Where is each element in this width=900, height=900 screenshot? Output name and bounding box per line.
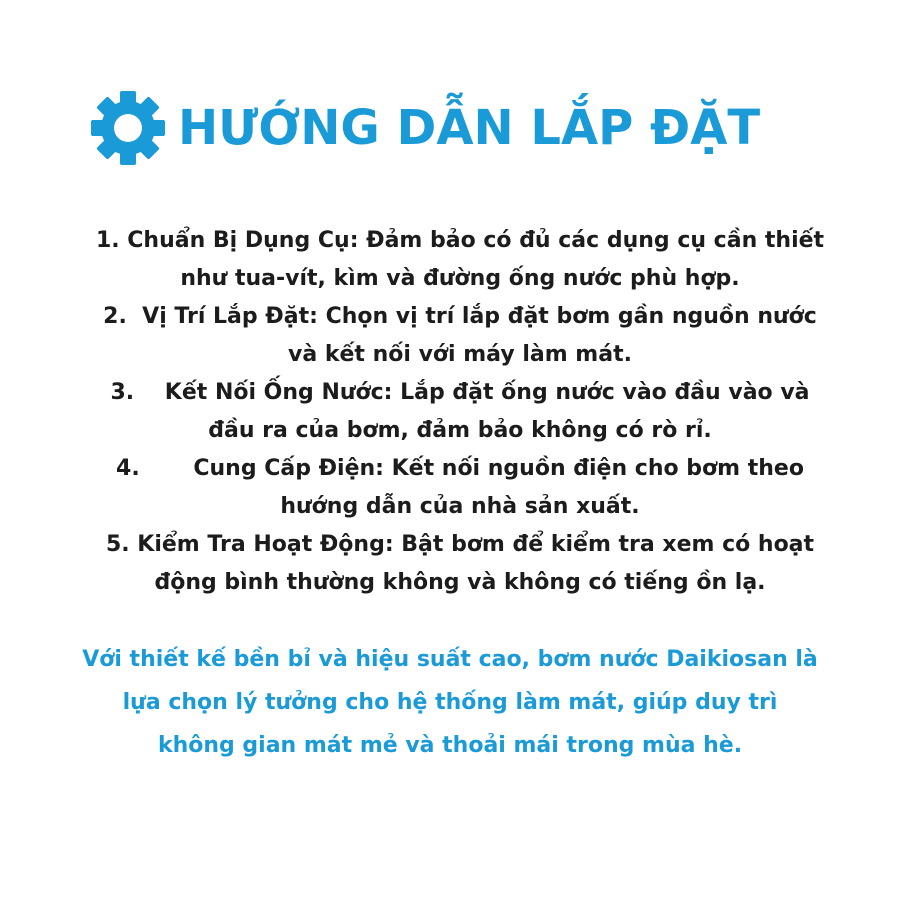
step-text: Kết Nối Ống Nước: Lắp đặt ống nước vào đầu vào và	[164, 380, 810, 405]
step-number: 2.	[103, 304, 127, 329]
step-text-continued: hướng dẫn của nhà sản xuất.	[280, 494, 640, 519]
list-item	[80, 526, 840, 602]
list-item	[80, 450, 840, 526]
step-text-continued: như tua-vít, kìm và đường ống nước phù hợp.	[180, 266, 740, 291]
installation-steps-list	[80, 222, 840, 602]
step-text: Chuẩn Bị Dụng Cụ: Đảm bảo có đủ các dụng cụ cần thiết	[127, 228, 825, 253]
closing-line: lựa chọn lý tưởng cho hệ thống làm mát, giúp duy trì	[122, 690, 778, 715]
list-item	[80, 222, 840, 298]
step-number: 1.	[95, 228, 120, 253]
step-text-continued: đầu ra của bơm, đảm bảo không có rò rỉ.	[208, 418, 712, 443]
step-number: 4.	[116, 456, 140, 481]
closing-line: không gian mát mẻ và thoải mái trong mùa hè.	[157, 733, 743, 758]
list-item	[80, 374, 840, 450]
step-text-continued: và kết nối với máy làm mát.	[288, 342, 632, 367]
page-header	[88, 88, 760, 168]
step-number: 5.	[105, 532, 130, 557]
step-text: Cung Cấp Điện: Kết nối nguồn điện cho bơm theo	[193, 456, 804, 481]
page-title: HƯỚNG DẪN LẮP ĐẶT	[178, 100, 761, 156]
list-item	[80, 298, 840, 374]
step-number: 3.	[110, 380, 135, 405]
closing-paragraph	[40, 638, 860, 767]
step-text: Kiểm Tra Hoạt Động: Bật bơm để kiểm tra xem có hoạt	[137, 532, 815, 557]
gear-icon	[88, 88, 168, 168]
closing-line: Với thiết kế bền bỉ và hiệu suất cao, bơm nước Daikiosan là	[82, 647, 818, 672]
step-text: Vị Trí Lắp Đặt: Chọn vị trí lắp đặt bơm gần nguồn nước	[142, 304, 817, 329]
step-text-continued: động bình thường không và không có tiếng ồn lạ.	[154, 570, 766, 595]
